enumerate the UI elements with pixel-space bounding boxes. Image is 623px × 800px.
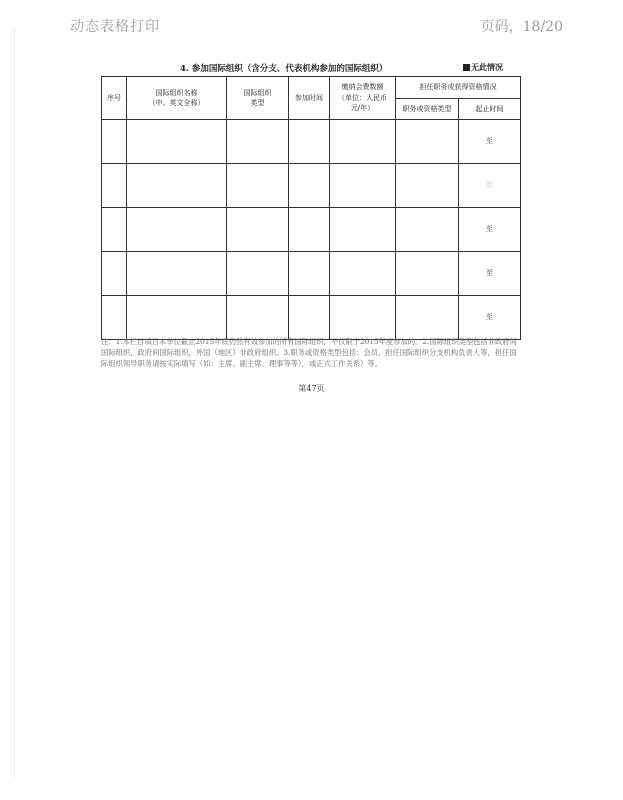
cell-org-type	[227, 120, 289, 164]
scan-edge-line	[14, 28, 15, 778]
cell-join-time	[289, 208, 330, 252]
col-header-org-type-line1: 国际组织	[243, 88, 272, 97]
col-header-join-time: 参加时间	[289, 77, 330, 120]
table-row	[102, 120, 521, 164]
cell-org-type	[227, 252, 289, 296]
table-footnote: 注：1.本栏目填日本单位截止2015年底仍然有效参加的所有国际组织，不仅限于2015年度参加的。2.国际组织类型包括非政府间国际组织，政府间国际组织，外国（地区）非政府组织。3.职务或资格类型包括：会员、担任国际组织分支机构负责人等，担任国际组织领导职务请按实际填写（如：主席、副主席、理事等等），或正式工作关系）等。	[101, 337, 517, 368]
cell-org-name	[127, 120, 227, 164]
cell-fee	[330, 296, 396, 340]
cell-post-type	[396, 208, 459, 252]
col-header-org-name-line1: 国际组织名称	[155, 88, 198, 97]
cell-org-name	[127, 296, 227, 340]
cell-org-name	[127, 208, 227, 252]
col-header-post-type: 职务或资格类型	[396, 99, 459, 120]
period-to-label: 至	[486, 269, 493, 278]
cell-period	[459, 252, 521, 296]
table-row	[102, 296, 521, 340]
cell-post-type	[396, 120, 459, 164]
col-header-org-type	[227, 77, 289, 120]
col-header-org-name-line2: （中、英文全称）	[148, 99, 205, 107]
col-header-index: 序号	[102, 77, 127, 120]
col-header-org-name	[127, 77, 227, 120]
period-to-label: 至	[486, 313, 493, 322]
cell-post-type	[396, 296, 459, 340]
table-row	[102, 208, 521, 252]
cell-post-type	[396, 164, 459, 208]
col-header-post-group: 担任职务或获得资格情况	[396, 77, 521, 99]
cell-org-name	[127, 252, 227, 296]
period-to-label: 至	[486, 137, 493, 146]
cell-index	[102, 252, 127, 296]
cell-org-name	[127, 164, 227, 208]
no-case-label: 无此情况	[471, 62, 503, 72]
period-to-label: 至	[486, 225, 493, 234]
cell-index	[102, 208, 127, 252]
page-footer-number: 第47页	[298, 384, 325, 393]
cell-join-time	[289, 296, 330, 340]
cell-fee	[330, 208, 396, 252]
cell-index	[102, 164, 127, 208]
checkbox-checked-icon	[463, 64, 470, 71]
col-header-org-type-line2: 类型	[250, 99, 265, 107]
cell-join-time	[289, 120, 330, 164]
col-header-fee-line1: 缴纳会费数额	[341, 83, 384, 92]
cell-index	[102, 120, 127, 164]
cell-fee	[330, 164, 396, 208]
period-to-label: 至	[486, 181, 493, 190]
print-header-title: 动态表格打印	[70, 19, 160, 35]
col-header-fee-line3: 元/年）	[350, 104, 375, 113]
no-case-checkbox-label	[463, 62, 503, 73]
cell-index	[102, 296, 127, 340]
cell-fee	[330, 252, 396, 296]
cell-post-type	[396, 252, 459, 296]
page-number-header: 页码，18/20	[480, 19, 563, 35]
international-org-table	[101, 76, 521, 340]
cell-org-type	[227, 208, 289, 252]
cell-fee	[330, 120, 396, 164]
cell-period	[459, 164, 521, 208]
table-row	[102, 164, 521, 208]
cell-org-type	[227, 164, 289, 208]
cell-join-time	[289, 164, 330, 208]
col-header-period: 起止时间	[459, 99, 521, 120]
col-header-fee-line2: （单位：人民币	[338, 93, 387, 102]
section-title: 4. 参加国际组织（含分支、代表机构参加的国际组织）	[180, 64, 388, 74]
cell-join-time	[289, 252, 330, 296]
cell-period	[459, 120, 521, 164]
table-row	[102, 252, 521, 296]
cell-period	[459, 208, 521, 252]
cell-period	[459, 296, 521, 340]
cell-org-type	[227, 296, 289, 340]
col-header-fee	[330, 77, 396, 120]
